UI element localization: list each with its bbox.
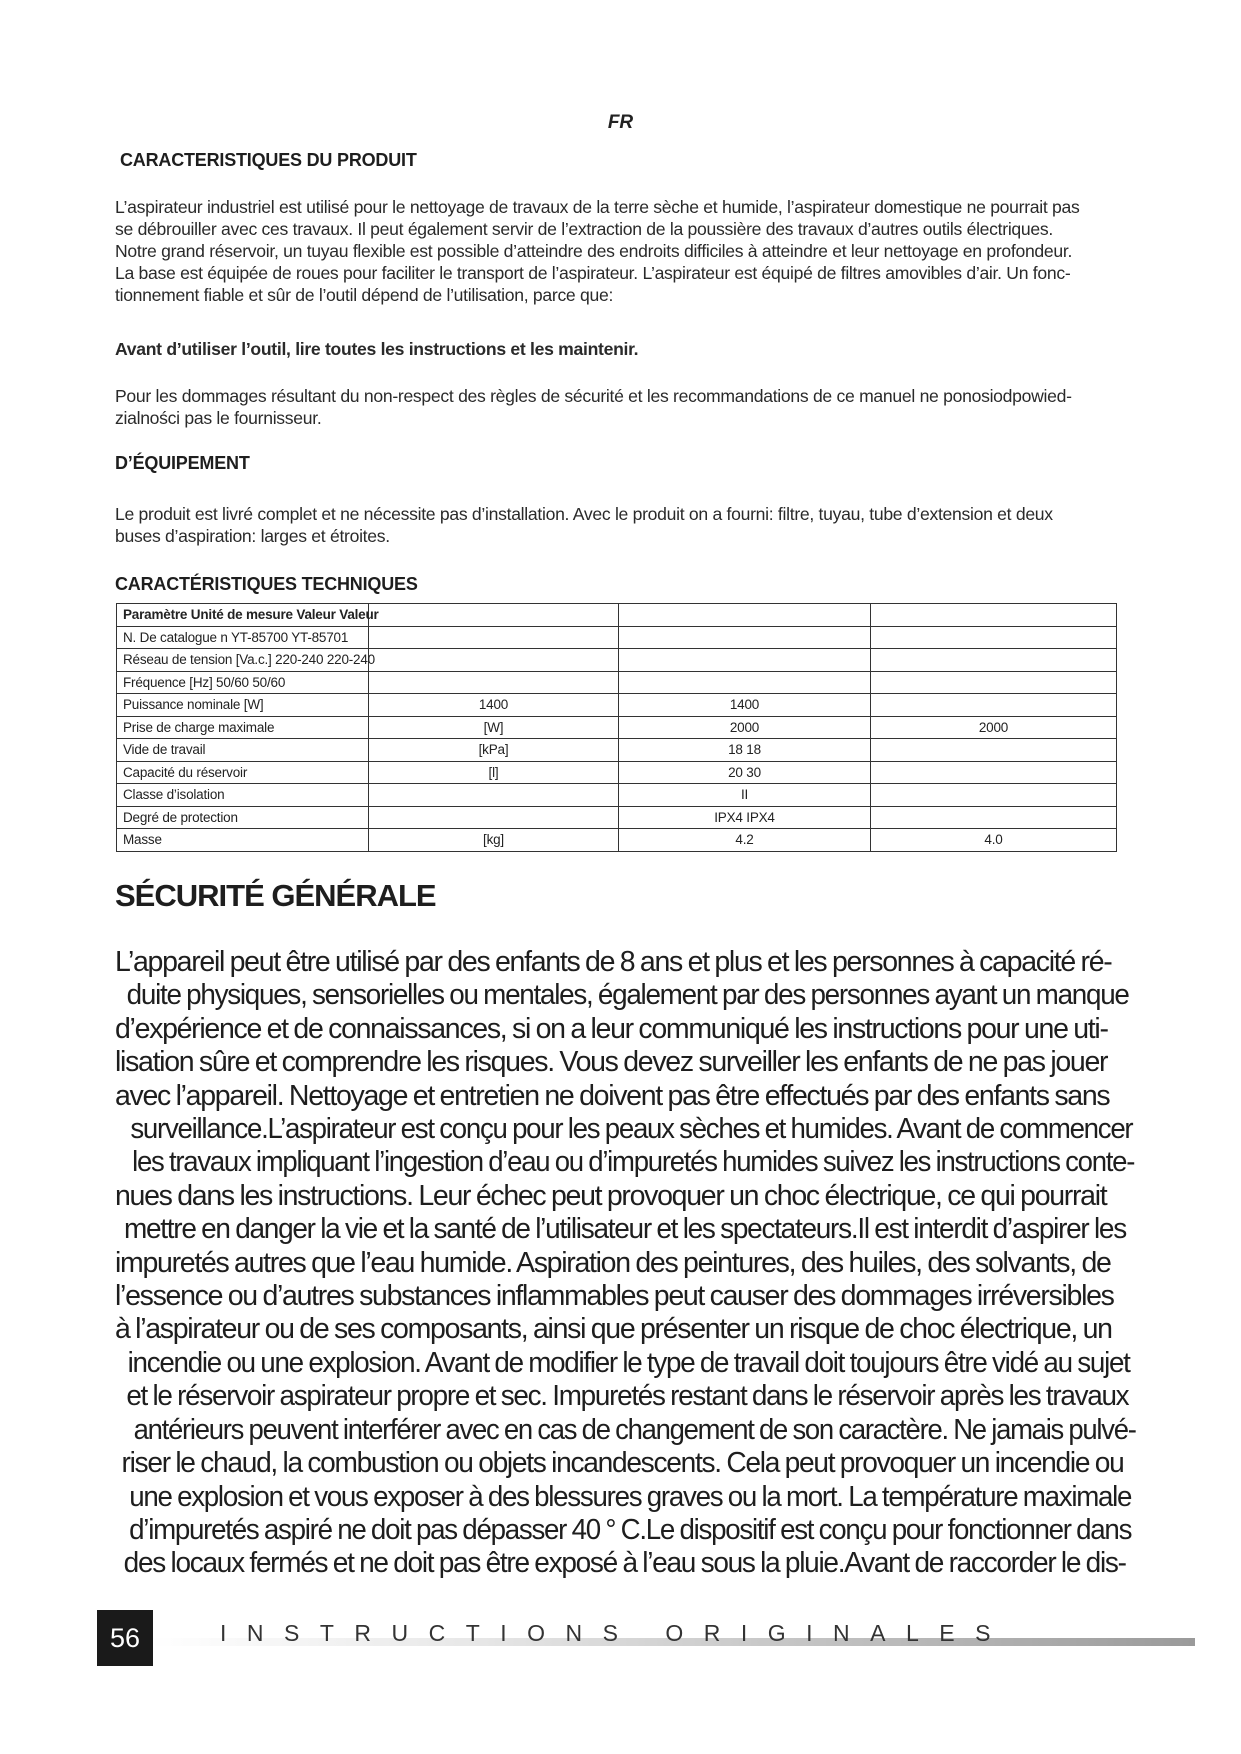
equipment-section-title: D’ÉQUIPEMENT <box>115 453 250 473</box>
table-row: Classe d’isolation II <box>117 784 1117 807</box>
text-line: se débrouiller avec ces travaux. Il peut également servir de l’extraction de la poussière des travaux d’autres outils électriques. <box>115 219 1053 239</box>
product-description <box>115 196 1115 306</box>
table-row: Réseau de tension [Va.c.] 220-240 220-240 <box>117 649 1117 672</box>
text-line: buses d’aspiration: larges et étroites. <box>115 526 390 546</box>
text-line: lisation sûre et comprendre les risques. Vous devez surveiller les enfants de ne pas jouer <box>115 1046 1108 1079</box>
text-line: mettre en danger la vie et la santé de l’utilisateur et les spectateurs.Il est interdit d’aspirer les <box>123 1213 1126 1246</box>
text-line: d’impuretés aspiré ne doit pas dépasser 40 ° C.Le dispositif est conçu pour fonctionner dans <box>129 1513 1132 1546</box>
specs-section-title: CARACTÉRISTIQUES TECHNIQUES <box>115 574 418 594</box>
text-line: une explosion et vous exposer à des blessures graves ou la mort. La température maximale <box>129 1480 1132 1513</box>
text-line: à l’aspirateur ou de ses composants, ainsi que présenter un risque de choc électrique, un <box>115 1313 1112 1346</box>
table-row: Capacité du réservoir [l] 20 30 <box>117 761 1117 784</box>
language-label: FR <box>607 112 634 133</box>
text-line: zialności pas le fournisseur. <box>115 408 322 428</box>
text-line: Notre grand réservoir, un tuyau flexible est possible d’atteindre des endroits difficiles à atteindre et leur nettoyage en profondeur. <box>115 241 1073 261</box>
text-line: La base est équipée de roues pour faciliter le transport de l’aspirateur. L’aspirateur est équipé de filtres amovibles d’air. Un fonc- <box>115 263 1071 283</box>
page-number: 56 <box>97 1610 153 1666</box>
table-row: Puissance nominale [W] 1400 1400 <box>117 694 1117 717</box>
text-line: nues dans les instructions. Leur échec peut provoquer un choc électrique, ce qui pourrait <box>115 1179 1107 1212</box>
table-header-row <box>117 604 1117 627</box>
text-line: antérieurs peuvent interférer avec en cas de changement de son caractère. Ne jamais pulvé- <box>133 1413 1136 1446</box>
text-line: l’essence ou d’autres substances inflammables peut causer des dommages irréversibles <box>115 1280 1114 1313</box>
text-line: des locaux fermés et ne doit pas être exposé à l’eau sous la pluie.Avant de raccorder le dis- <box>123 1547 1126 1580</box>
text-line: riser le chaud, la combustion ou objets incandescents. Cela peut provoquer un incendie ou <box>121 1447 1124 1480</box>
text-line: surveillance.L’aspirateur est conçu pour les peaux sèches et humides. Avant de commencer <box>130 1113 1133 1146</box>
table-header-cell: Paramètre Unité de mesure Valeur Valeur <box>117 604 369 627</box>
table-row: Masse [kg] 4.2 4.0 <box>117 829 1117 852</box>
table-row: Fréquence [Hz] 50/60 50/60 <box>117 671 1117 694</box>
text-line: L’appareil peut être utilisé par des enfants de 8 ans et plus et les personnes à capacité ré- <box>115 946 1112 978</box>
table-row: N. De catalogue n YT-85700 YT-85701 <box>117 626 1117 649</box>
text-line: impuretés autres que l’eau humide. Aspiration des peintures, des huiles, des solvants, de <box>115 1246 1111 1279</box>
text-line: incendie ou une explosion. Avant de modifier le type de travail doit toujours être vidé au sujet <box>127 1346 1130 1379</box>
text-line: avec l’appareil. Nettoyage et entretien ne doivent pas être effectués par des enfants sans <box>115 1079 1110 1112</box>
liability-paragraph <box>115 385 1115 429</box>
text-line: Le produit est livré complet et ne nécessite pas d’installation. Avec le produit on a fourni: filtre, tuyau, tube d’extension et deux <box>115 504 1053 524</box>
footer-title: INSTRUCTIONS ORIGINALES <box>220 1620 1011 1646</box>
text-line: et le réservoir aspirateur propre et sec. Impuretés restant dans le réservoir après les travaux <box>126 1380 1129 1413</box>
text-line: duite physiques, sensorielles ou mentales, également par des personnes ayant un manque <box>126 979 1129 1012</box>
text-line: les travaux impliquant l’ingestion d’eau ou d’impuretés humides suivez les instructions conte- <box>132 1146 1135 1179</box>
table-row: Vide de travail [kPa] 18 18 <box>117 739 1117 762</box>
text-line: tionnement fiable et sûr de l’outil dépend de l’utilisation, parce que: <box>115 285 614 305</box>
safety-paragraph <box>115 946 1136 1581</box>
safety-section-title: SÉCURITÉ GÉNÉRALE <box>115 878 436 913</box>
table-row: Degré de protection IPX4 IPX4 <box>117 806 1117 829</box>
equipment-description <box>115 503 1115 547</box>
table-row: Prise de charge maximale [W] 2000 2000 <box>117 716 1117 739</box>
read-instructions-note: Avant d’utiliser l’outil, lire toutes les instructions et les maintenir. <box>115 339 639 359</box>
text-line: L’aspirateur industriel est utilisé pour le nettoyage de travaux de la terre sèche et humide, l’aspirateur domestique ne pourrait pas <box>115 197 1080 217</box>
specs-table <box>116 603 1117 852</box>
product-section-title: CARACTERISTIQUES DU PRODUIT <box>120 150 417 170</box>
text-line: d’expérience et de connaissances, si on a leur communiqué les instructions pour une uti- <box>115 1012 1108 1045</box>
text-line: Pour les dommages résultant du non-respect des règles de sécurité et les recommandations de ce manuel ne ponosiodpowied- <box>115 386 1072 406</box>
